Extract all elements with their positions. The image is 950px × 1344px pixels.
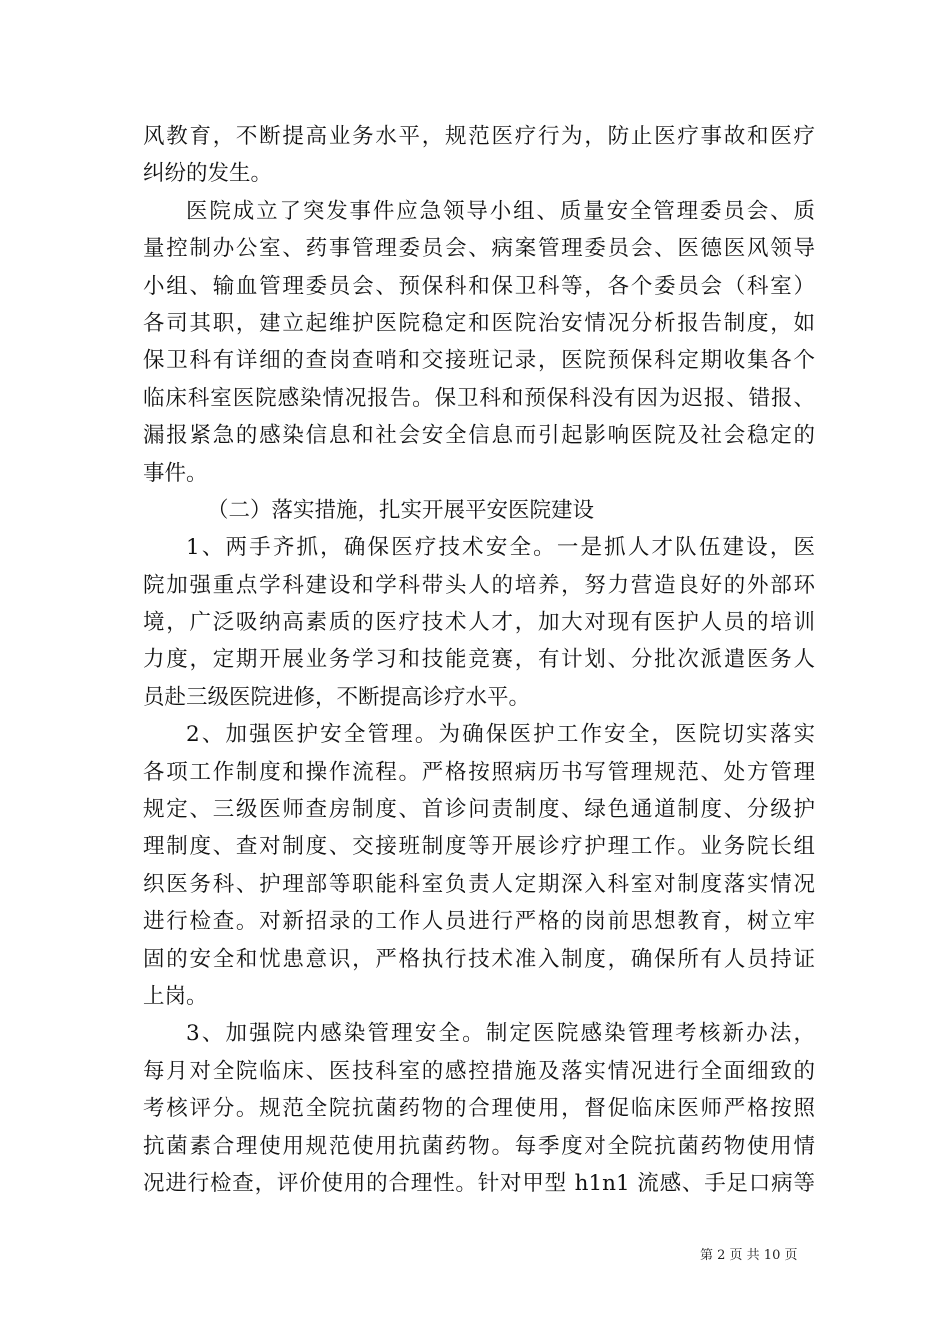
text-line: 各项工作制度和操作流程。严格按照病历书写管理规范、处方管理 [143,759,815,785]
section-heading [143,492,815,529]
text-line: 各司其职，建立起维护医院稳定和医院治安情况分析报告制度，如 [143,310,815,336]
text-line: 境，广泛吸纳高素质的医疗技术人才，加大对现有医护人员的培训 [143,610,815,636]
text-line: 漏报紧急的感染信息和社会安全信息而引起影响医院及社会稳定的 [143,423,815,449]
text-line: 院加强重点学科建设和学科带头人的培养，努力营造良好的外部环 [143,572,815,598]
text-line: 理制度、查对制度、交接班制度等开展诊疗护理工作。业务院长组 [143,834,815,860]
text-line: （二）落实措施，扎实开展平安医院建设 [207,497,595,523]
text-line: 保卫科有详细的查岗查哨和交接班记录，医院预保科定期收集各个 [143,348,815,374]
text-line: 固的安全和忧患意识，严格执行技术准入制度，确保所有人员持证 [143,946,815,972]
text-line: 临床科室医院感染情况报告。保卫科和预保科没有因为迟报、错报、 [143,385,815,411]
text-line: 考核评分。规范全院抗菌药物的合理使用，督促临床医师严格按照 [143,1096,815,1122]
document-body [143,118,815,1202]
text-line: 3、加强院内感染管理安全。制定医院感染管理考核新办法， [186,1021,815,1047]
text-line: 织医务科、护理部等职能科室负责人定期深入科室对制度落实情况 [143,871,815,897]
text-line: 小组、输血管理委员会、预保科和保卫科等，各个委员会（科室） [143,273,815,299]
text-line: 2、加强医护安全管理。为确保医护工作安全，医院切实落实 [186,722,815,748]
paragraph [143,193,815,492]
paragraph [143,1015,815,1202]
text-line: 员赴三级医院进修，不断提高诊疗水平。 [143,684,531,710]
page-number-footer: 第 2 页 共 10 页 [700,1248,798,1263]
text-line: 量控制办公室、药事管理委员会、病案管理委员会、医德医风领导 [143,236,815,262]
text-line: 1、两手齐抓，确保医疗技术安全。一是抓人才队伍建设，医 [186,535,815,561]
text-line: 每月对全院临床、医技科室的感控措施及落实情况进行全面细致的 [143,1058,815,1084]
text-line: 风教育，不断提高业务水平，规范医疗行为，防止医疗事故和医疗 [143,124,815,149]
paragraph [143,716,815,1015]
text-line: 进行检查。对新招录的工作人员进行严格的岗前思想教育，树立牢 [143,909,815,935]
text-line: 纠纷的发生。 [143,161,273,187]
text-line: 事件。 [143,460,208,486]
text-line: 抗菌素合理使用规范使用抗菌药物。每季度对全院抗菌药物使用情 [143,1133,815,1159]
text-line: 规定、三级医师查房制度、首诊问责制度、绿色通道制度、分级护 [143,797,815,823]
paragraph [143,529,815,716]
paragraph [143,118,815,193]
text-line: 上岗。 [143,983,208,1009]
text-line: 况进行检查，评价使用的合理性。针对甲型 h1n1 流感、手足口病等 [143,1170,815,1196]
text-line: 力度，定期开展业务学习和技能竞赛，有计划、分批次派遣医务人 [143,647,815,673]
text-line: 医院成立了突发事件应急领导小组、质量安全管理委员会、质 [186,198,815,224]
